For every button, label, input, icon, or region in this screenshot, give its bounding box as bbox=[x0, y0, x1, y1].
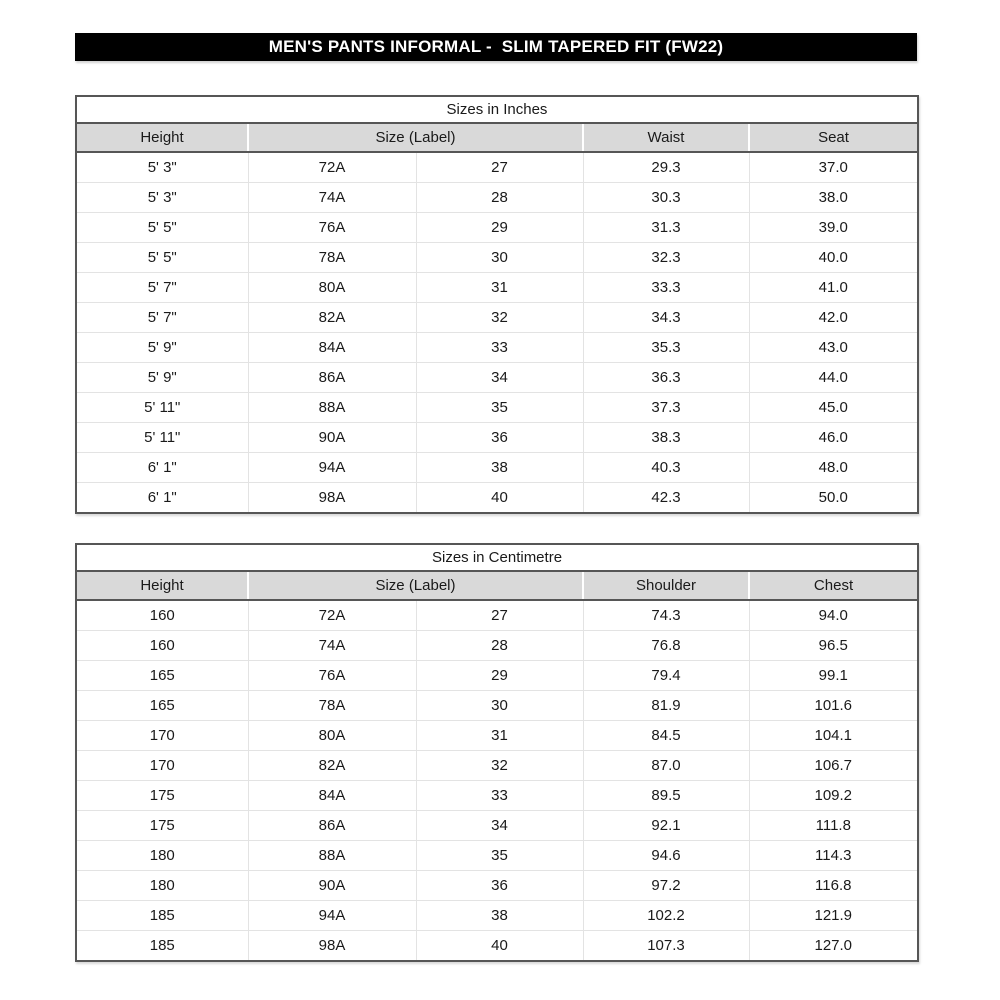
table-cell: 81.9 bbox=[583, 691, 749, 721]
column-header-shoulder: Shoulder bbox=[583, 571, 749, 600]
table-cell: 78A bbox=[248, 243, 416, 273]
table-cell: 121.9 bbox=[749, 901, 918, 931]
table-row bbox=[76, 841, 918, 871]
table-cell: 33 bbox=[416, 781, 583, 811]
table-cell: 74.3 bbox=[583, 600, 749, 631]
table-cell: 46.0 bbox=[749, 423, 918, 453]
table-cell: 175 bbox=[76, 811, 248, 841]
table-cell: 33.3 bbox=[583, 273, 749, 303]
table-cell: 116.8 bbox=[749, 871, 918, 901]
table-row bbox=[76, 483, 918, 514]
table-cell: 5' 5" bbox=[76, 243, 248, 273]
table-cell: 185 bbox=[76, 931, 248, 962]
table-cell: 29 bbox=[416, 661, 583, 691]
table-cell: 38.3 bbox=[583, 423, 749, 453]
table-cell: 106.7 bbox=[749, 751, 918, 781]
table-cell: 111.8 bbox=[749, 811, 918, 841]
table-cell: 5' 11" bbox=[76, 423, 248, 453]
table-row bbox=[76, 691, 918, 721]
document-title-bar bbox=[75, 33, 917, 61]
table-cell: 38.0 bbox=[749, 183, 918, 213]
table-cell: 5' 7" bbox=[76, 303, 248, 333]
table-cell: 31.3 bbox=[583, 213, 749, 243]
column-header-size-label: Size (Label) bbox=[248, 571, 583, 600]
table-cell: 38 bbox=[416, 453, 583, 483]
table-cell: 87.0 bbox=[583, 751, 749, 781]
table-cell: 44.0 bbox=[749, 363, 918, 393]
table-cell: 107.3 bbox=[583, 931, 749, 962]
table-cell: 30 bbox=[416, 691, 583, 721]
table-cell: 96.5 bbox=[749, 631, 918, 661]
table-header-row bbox=[76, 123, 918, 152]
table-cell: 78A bbox=[248, 691, 416, 721]
table-cell: 92.1 bbox=[583, 811, 749, 841]
table-cell: 180 bbox=[76, 841, 248, 871]
table-cell: 170 bbox=[76, 721, 248, 751]
table-cell: 31 bbox=[416, 273, 583, 303]
table-caption-sizes-in-inches: Sizes in Inches bbox=[76, 96, 918, 123]
table-cell: 5' 9" bbox=[76, 363, 248, 393]
table-cell: 84.5 bbox=[583, 721, 749, 751]
table-cell: 42.3 bbox=[583, 483, 749, 514]
table-row bbox=[76, 751, 918, 781]
table-row bbox=[76, 333, 918, 363]
table-cell: 30.3 bbox=[583, 183, 749, 213]
table-cell: 40.3 bbox=[583, 453, 749, 483]
table-cell: 94A bbox=[248, 901, 416, 931]
column-header-size-label: Size (Label) bbox=[248, 123, 583, 152]
table-cell: 27 bbox=[416, 152, 583, 183]
table-cell: 5' 5" bbox=[76, 213, 248, 243]
table-cell: 89.5 bbox=[583, 781, 749, 811]
table-cell: 94.6 bbox=[583, 841, 749, 871]
table-caption-row bbox=[76, 96, 918, 123]
table-cell: 36.3 bbox=[583, 363, 749, 393]
table-cell: 160 bbox=[76, 631, 248, 661]
table-cell: 80A bbox=[248, 273, 416, 303]
column-header-chest: Chest bbox=[749, 571, 918, 600]
table-row bbox=[76, 423, 918, 453]
table-row bbox=[76, 901, 918, 931]
table-cell: 36 bbox=[416, 871, 583, 901]
table-row bbox=[76, 871, 918, 901]
table-cell: 84A bbox=[248, 781, 416, 811]
table-cell: 82A bbox=[248, 303, 416, 333]
table-cell: 88A bbox=[248, 841, 416, 871]
table-cell: 48.0 bbox=[749, 453, 918, 483]
sizes-in-inches-table bbox=[75, 95, 919, 514]
table-cell: 99.1 bbox=[749, 661, 918, 691]
table-cell: 37.0 bbox=[749, 152, 918, 183]
table-caption-row bbox=[76, 544, 918, 571]
table-cell: 33 bbox=[416, 333, 583, 363]
column-header-height: Height bbox=[76, 123, 248, 152]
table-row bbox=[76, 811, 918, 841]
table-cell: 94.0 bbox=[749, 600, 918, 631]
table-cell: 6' 1" bbox=[76, 483, 248, 514]
table-cell: 35.3 bbox=[583, 333, 749, 363]
table-cell: 102.2 bbox=[583, 901, 749, 931]
table-cell: 79.4 bbox=[583, 661, 749, 691]
table-cell: 34.3 bbox=[583, 303, 749, 333]
table-cell: 76.8 bbox=[583, 631, 749, 661]
table-row bbox=[76, 721, 918, 751]
table-cell: 90A bbox=[248, 871, 416, 901]
table-cell: 97.2 bbox=[583, 871, 749, 901]
table-cell: 84A bbox=[248, 333, 416, 363]
table-cell: 5' 9" bbox=[76, 333, 248, 363]
table-cell: 6' 1" bbox=[76, 453, 248, 483]
table-cell: 72A bbox=[248, 152, 416, 183]
table-cell: 76A bbox=[248, 661, 416, 691]
table-cell: 165 bbox=[76, 661, 248, 691]
column-header-seat: Seat bbox=[749, 123, 918, 152]
table-cell: 28 bbox=[416, 631, 583, 661]
table-cell: 39.0 bbox=[749, 213, 918, 243]
table-cell: 185 bbox=[76, 901, 248, 931]
table-row bbox=[76, 303, 918, 333]
table-cell: 88A bbox=[248, 393, 416, 423]
table-cell: 37.3 bbox=[583, 393, 749, 423]
table-cell: 175 bbox=[76, 781, 248, 811]
table-row bbox=[76, 183, 918, 213]
table-cell: 34 bbox=[416, 363, 583, 393]
table-cell: 104.1 bbox=[749, 721, 918, 751]
table-cell: 27 bbox=[416, 600, 583, 631]
table-cell: 165 bbox=[76, 691, 248, 721]
sizes-in-centimetre-table bbox=[75, 543, 919, 962]
table-cell: 109.2 bbox=[749, 781, 918, 811]
table-cell: 170 bbox=[76, 751, 248, 781]
table-cell: 127.0 bbox=[749, 931, 918, 962]
table-cell: 74A bbox=[248, 183, 416, 213]
table-row bbox=[76, 631, 918, 661]
table-row bbox=[76, 453, 918, 483]
table-cell: 42.0 bbox=[749, 303, 918, 333]
column-header-height: Height bbox=[76, 571, 248, 600]
table-cell: 86A bbox=[248, 363, 416, 393]
table-caption-sizes-in-centimetre: Sizes in Centimetre bbox=[76, 544, 918, 571]
table-cell: 98A bbox=[248, 931, 416, 962]
table-row bbox=[76, 661, 918, 691]
table-cell: 32.3 bbox=[583, 243, 749, 273]
table-cell: 74A bbox=[248, 631, 416, 661]
document-title: MEN'S PANTS INFORMAL - SLIM TAPERED FIT (FW22) bbox=[268, 37, 724, 56]
table-cell: 29.3 bbox=[583, 152, 749, 183]
table-cell: 5' 3" bbox=[76, 183, 248, 213]
table-cell: 34 bbox=[416, 811, 583, 841]
table-cell: 5' 3" bbox=[76, 152, 248, 183]
table-cell: 101.6 bbox=[749, 691, 918, 721]
table-cell: 40 bbox=[416, 483, 583, 514]
table-cell: 40 bbox=[416, 931, 583, 962]
table-row bbox=[76, 363, 918, 393]
table-cell: 30 bbox=[416, 243, 583, 273]
table-cell: 80A bbox=[248, 721, 416, 751]
column-header-waist: Waist bbox=[583, 123, 749, 152]
table-row bbox=[76, 152, 918, 183]
table-cell: 180 bbox=[76, 871, 248, 901]
table-row bbox=[76, 273, 918, 303]
table-cell: 94A bbox=[248, 453, 416, 483]
table-cell: 38 bbox=[416, 901, 583, 931]
table-cell: 35 bbox=[416, 841, 583, 871]
table-row bbox=[76, 781, 918, 811]
table-cell: 45.0 bbox=[749, 393, 918, 423]
table-row bbox=[76, 213, 918, 243]
table-row bbox=[76, 600, 918, 631]
table-cell: 76A bbox=[248, 213, 416, 243]
table-cell: 41.0 bbox=[749, 273, 918, 303]
table-cell: 5' 7" bbox=[76, 273, 248, 303]
table-header-row bbox=[76, 571, 918, 600]
table-cell: 40.0 bbox=[749, 243, 918, 273]
table-cell: 160 bbox=[76, 600, 248, 631]
table-cell: 98A bbox=[248, 483, 416, 514]
table-cell: 43.0 bbox=[749, 333, 918, 363]
table-cell: 28 bbox=[416, 183, 583, 213]
table-cell: 72A bbox=[248, 600, 416, 631]
table-cell: 50.0 bbox=[749, 483, 918, 514]
table-cell: 36 bbox=[416, 423, 583, 453]
table-cell: 86A bbox=[248, 811, 416, 841]
table-cell: 32 bbox=[416, 751, 583, 781]
table-cell: 114.3 bbox=[749, 841, 918, 871]
table-cell: 82A bbox=[248, 751, 416, 781]
table-cell: 35 bbox=[416, 393, 583, 423]
table-cell: 5' 11" bbox=[76, 393, 248, 423]
table-cell: 29 bbox=[416, 213, 583, 243]
table-row bbox=[76, 393, 918, 423]
table-cell: 90A bbox=[248, 423, 416, 453]
table-row bbox=[76, 243, 918, 273]
table-cell: 31 bbox=[416, 721, 583, 751]
table-row bbox=[76, 931, 918, 962]
table-cell: 32 bbox=[416, 303, 583, 333]
